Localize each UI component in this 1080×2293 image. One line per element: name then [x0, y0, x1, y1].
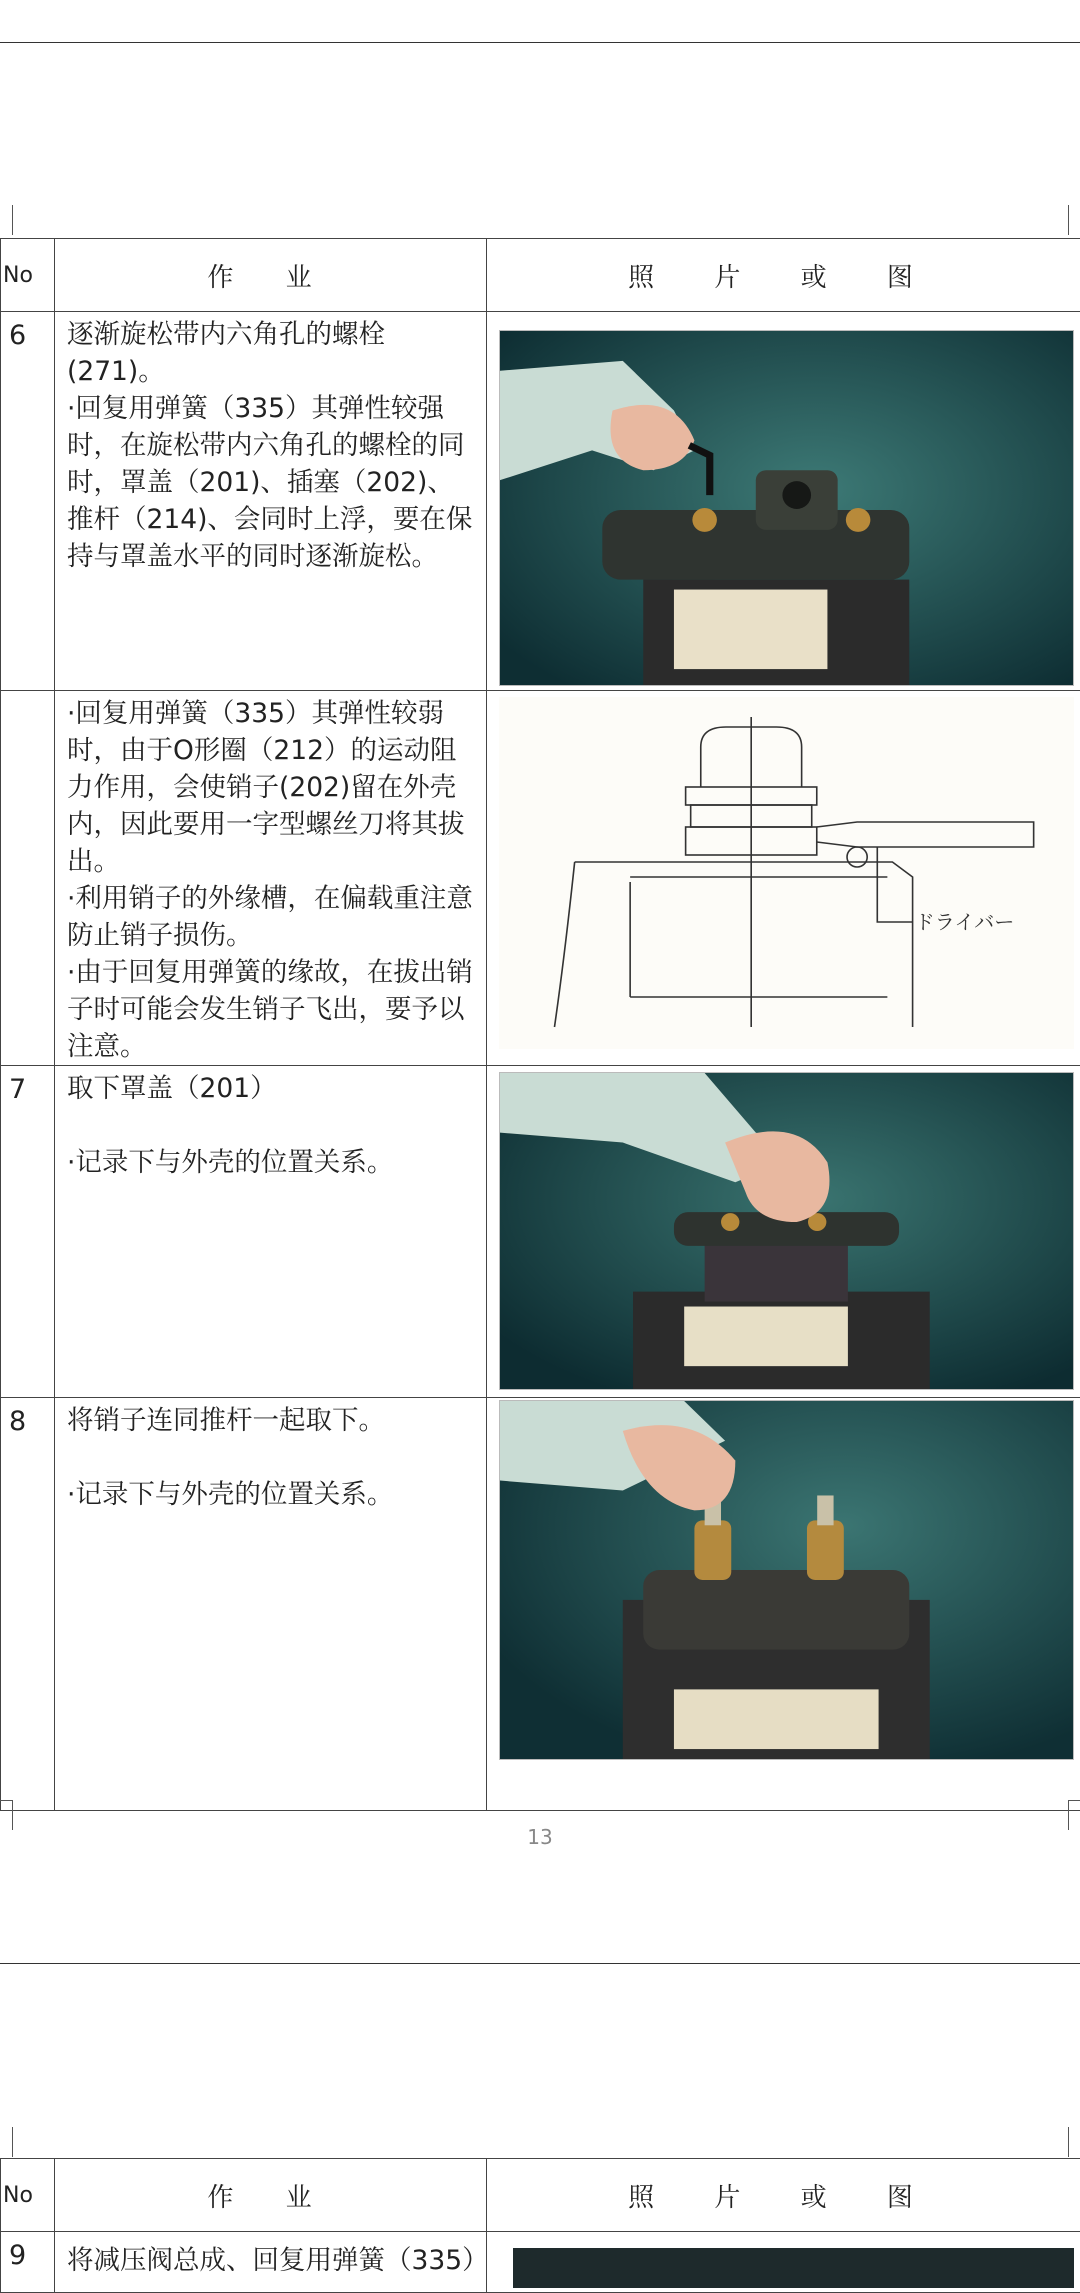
photo-remove-pin — [499, 1400, 1074, 1760]
photo-bolt-loosening — [499, 330, 1074, 686]
diagram-cell — [487, 691, 1080, 1066]
table-row — [1, 691, 1080, 1066]
corner-mark — [0, 1800, 12, 1801]
text-line: ·记录下与外壳的位置关系。 — [67, 1476, 478, 1513]
photo-cell — [487, 2232, 1080, 2293]
text-line — [67, 1439, 478, 1476]
work-table-page-13 — [0, 238, 1080, 1811]
step-number: 7 — [1, 1066, 55, 1398]
header-photo: 照 片 或 图 — [487, 2159, 1080, 2232]
table-header-row — [1, 239, 1080, 312]
text-line: 将减压阀总成、回复用弹簧（335） — [67, 2242, 478, 2279]
step-text — [55, 1066, 487, 1398]
text-line: ·回复用弹簧（335）其弹性较强时，在旋松带内六角孔的螺栓的同时，罩盖（201)、插塞（202)、推杆（214)、会同时上浮，要在保持与罩盖水平的同时逐渐旋松。 — [67, 390, 478, 575]
table-header-row — [1, 2159, 1080, 2232]
header-photo: 照 片 或 图 — [487, 239, 1080, 312]
step-number: 8 — [1, 1398, 55, 1811]
text-line: ·由于回复用弹簧的缘故，在拔出销子时可能会发生销子飞出，要予以注意。 — [67, 954, 478, 1065]
corner-mark — [1068, 205, 1069, 235]
page-top-rule — [0, 1963, 1080, 1964]
table-row — [1, 312, 1080, 691]
step-number: 6 — [1, 312, 55, 691]
text-line: ·记录下与外壳的位置关系。 — [67, 1144, 478, 1181]
photo-cell — [487, 1398, 1080, 1811]
text-line: 逐渐旋松带内六角孔的螺栓(271)。 — [67, 316, 478, 390]
photo-cell — [487, 1066, 1080, 1398]
diagram-screwdriver — [499, 697, 1074, 1049]
table-row — [1, 1066, 1080, 1398]
table-row — [1, 2232, 1080, 2293]
text-line — [67, 1107, 478, 1144]
header-no: No — [1, 239, 55, 312]
photo-cell — [487, 312, 1080, 691]
corner-mark — [1068, 2127, 1069, 2157]
step-number: 9 — [1, 2232, 55, 2293]
step-text — [55, 691, 487, 1066]
header-work: 作 业 — [55, 239, 487, 312]
photo-remove-cover — [499, 1072, 1074, 1390]
photo-partial — [513, 2248, 1074, 2288]
step-text — [55, 2232, 487, 2293]
page-top-rule — [0, 42, 1080, 43]
diagram-label: ドライバー — [915, 910, 1015, 934]
step-text — [55, 312, 487, 691]
text-line: 取下罩盖（201） — [67, 1070, 478, 1107]
corner-mark — [12, 205, 13, 235]
work-table-page-14 — [0, 2158, 1080, 2293]
step-text — [55, 1398, 487, 1811]
text-line: ·利用销子的外缘槽，在偏载重注意防止销子损伤。 — [67, 880, 478, 954]
text-line: ·回复用弹簧（335）其弹性较弱时，由于O形圈（212）的运动阻力作用，会使销子(202)留在外壳内，因此要用一字型螺丝刀将其拔出。 — [67, 695, 478, 880]
header-no: No — [1, 2159, 55, 2232]
step-number — [1, 691, 55, 1066]
corner-mark — [1068, 1800, 1080, 1801]
text-line: 将销子连同推杆一起取下。 — [67, 1402, 478, 1439]
table-row — [1, 1398, 1080, 1811]
header-work: 作 业 — [55, 2159, 487, 2232]
page-number: 13 — [0, 1825, 1080, 1849]
corner-mark — [12, 2127, 13, 2157]
